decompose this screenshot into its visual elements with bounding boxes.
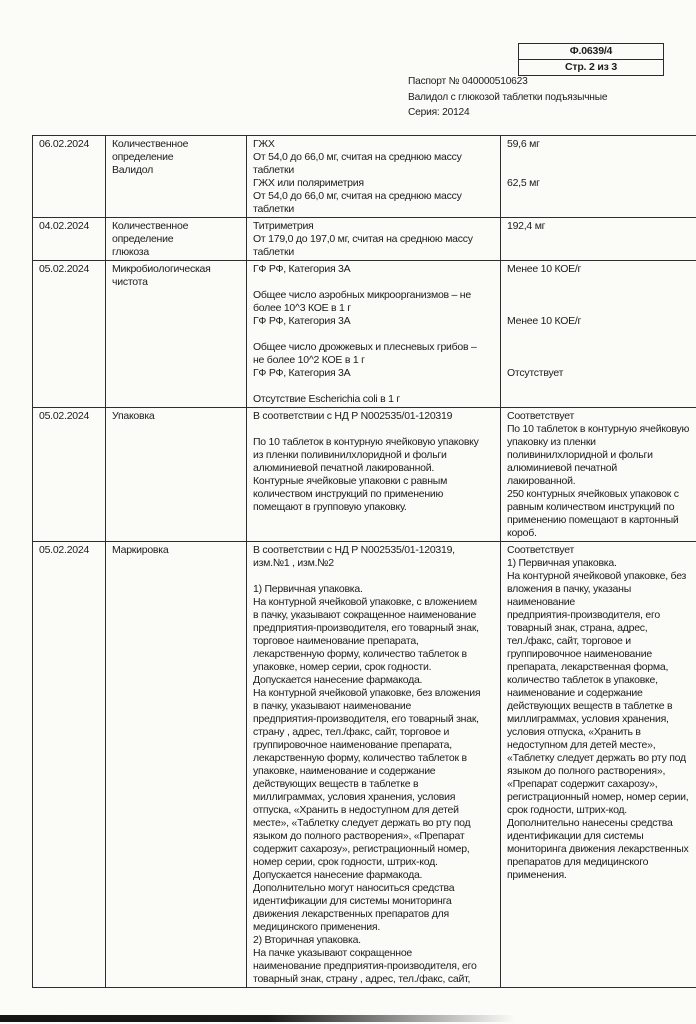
cell-method: В соответствии с НД Р N002535/01-120319, изм.№1 , изм.№2 1) Первичная упаковка. На контурной ячейковой упаковке, с вложением в пачку, указывают сокращенное наименование предприятия-производителя, его товарный знак, торговое наименование препарата, лекарственную форму, количество таблеток в упаковке, номер серии, срок годности. Допускается нанесение фармакода. На контурной ячейковой упаковке, без вложения в пачку, указывают наименование предприятия-производителя, его товарный знак, страну , адрес, тел./факс, сайт, торговое и группировочное наименование препарата, лекарственную форму, количество таблеток в упаковке, наименование и содержание действующих веществ в таблетке в миллиграммах, условия хранения, условия отпуска, «Хранить в недоступном для детей месте», «Таблетку следует держать во рту под языком до полного растворения», «Препарат содержит сахарозу», регистрационный номер, номер серии, срок годности, штрих-код. Допускается нанесение фармакода. Дополнительно могут наноситься средства идентификации для системы мониторинга движения лекарственных препаратов для медицинского применения. 2) Вторичная упаковка. На пачке указывают сокращенное наименование предприятия-производителя, его товарный знак, страну , адрес, тел./факс, сайт, — [247, 542, 501, 988]
quality-control-table — [32, 135, 696, 988]
cell-method: Титриметрия От 179,0 до 197,0 мг, считая на среднюю массу таблетки — [247, 218, 501, 261]
cell-result: Соответствует По 10 таблеток в контурную ячейковую упаковку из пленки поливинилхлоридной и фольги алюминиевой печатной лакированной. 250 контурных ячейковых упаковок с равным количеством инструкций по применению помещают в картонный короб. — [501, 408, 696, 542]
table-row — [33, 261, 696, 408]
table-row — [33, 136, 696, 218]
cell-date: 05.02.2024 — [33, 408, 106, 542]
cell-date: 05.02.2024 — [33, 542, 106, 988]
cell-parameter: Упаковка — [106, 408, 247, 542]
form-code-box — [518, 43, 664, 76]
scanner-edge-artifact — [0, 1015, 515, 1022]
cell-date: 05.02.2024 — [33, 261, 106, 408]
cell-parameter: Количественное определение глюкоза — [106, 218, 247, 261]
cell-date: 04.02.2024 — [33, 218, 106, 261]
cell-date: 06.02.2024 — [33, 136, 106, 218]
cell-parameter: Микробиологическая чистота — [106, 261, 247, 408]
cell-result: 192,4 мг — [501, 218, 696, 261]
cell-result: 59,6 мг 62,5 мг — [501, 136, 696, 218]
table-row — [33, 542, 696, 988]
document-meta — [408, 74, 607, 121]
cell-method: ГЖХ От 54,0 до 66,0 мг, считая на среднюю массу таблетки ГЖХ или поляриметрия От 54,0 до 66,0 мг, считая на среднюю массу таблетки — [247, 136, 501, 218]
passport-number: Паспорт № 040000510623 — [408, 76, 528, 87]
table-row — [33, 218, 696, 261]
table-row — [33, 408, 696, 542]
cell-result: Менее 10 КОЕ/г Менее 10 КОЕ/г Отсутствует — [501, 261, 696, 408]
product-name: Валидол с глюкозой таблетки подъязычные — [408, 91, 608, 103]
cell-parameter: Маркировка — [106, 542, 247, 988]
cell-parameter: Количественное определение Валидол — [106, 136, 247, 218]
page-number: Стр. 2 из 3 — [519, 59, 663, 75]
series-number: Серия: 20124 — [408, 107, 470, 118]
form-code: Ф.0639/4 — [569, 45, 613, 57]
cell-result: Соответствует 1) Первичная упаковка. На контурной ячейковой упаковке, без вложения в пачку, указаны наименование предприятия-производителя, его товарный знак, страна, адрес, тел./факс, сайт, торговое и группировочное наименование препарата, лекарственная форма, количество таблеток в упаковке, наименование и содержание действующих веществ в таблетке в миллиграммах, условия хранения, условия отпуска, «Хранить в недоступном для детей месте», «Таблетку следует держать во рту под языком до полного растворения», «Препарат содержит сахарозу», регистрационный номер, номер серии, срок годности, штрих-код. Дополнительно нанесены средства идентификации для системы мониторинга движения лекарственных препаратов для медицинского применения. — [501, 542, 696, 988]
cell-method: В соответствии с НД Р N002535/01-120319 По 10 таблеток в контурную ячейковую упаковку из пленки поливинилхлоридной и фольги алюминиевой печатной лакированной. Контурные ячейковые упаковки с равным количеством инструкций по применению помещают в групповую упаковку. — [247, 408, 501, 542]
cell-method: ГФ РФ, Категория 3А Общее число аэробных микроорганизмов – не более 10^3 КОЕ в 1 г ГФ РФ, Категория 3А Общее число дрожжевых и плесневых грибов – не более 10^2 КОЕ в 1 г ГФ РФ, Категория 3А Отсутствие Escherichia coli в 1 г — [247, 261, 501, 408]
